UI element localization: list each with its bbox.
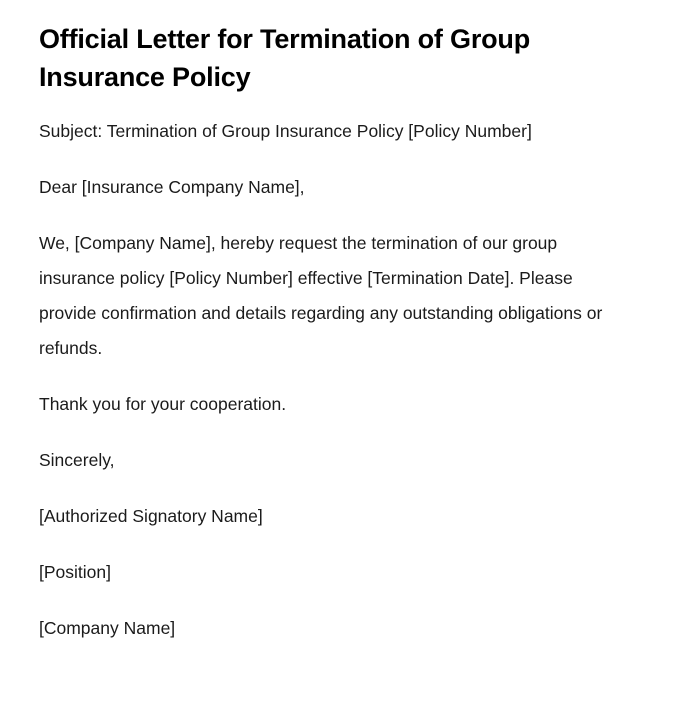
signatory-position: [Position] xyxy=(39,562,111,582)
thanks-paragraph: Thank you for your cooperation. xyxy=(39,394,287,414)
signatory-company: [Company Name] xyxy=(39,618,176,638)
closing-line: Sincerely, xyxy=(39,450,115,470)
subject-line: Subject: Termination of Group Insurance Policy [Policy Number] xyxy=(39,121,532,141)
request-body-paragraph: We, [Company Name], hereby request the termination of our group insurance policy [Policy Number] effective [Termination Date]. Please provide confirmation and details regarding any outstanding obligations or refunds. xyxy=(39,233,603,358)
letter-body xyxy=(39,114,638,646)
page-title: Official Letter for Termination of Group Insurance Policy xyxy=(39,24,531,92)
salutation: Dear [Insurance Company Name], xyxy=(39,177,305,197)
signatory-name: [Authorized Signatory Name] xyxy=(39,506,263,526)
